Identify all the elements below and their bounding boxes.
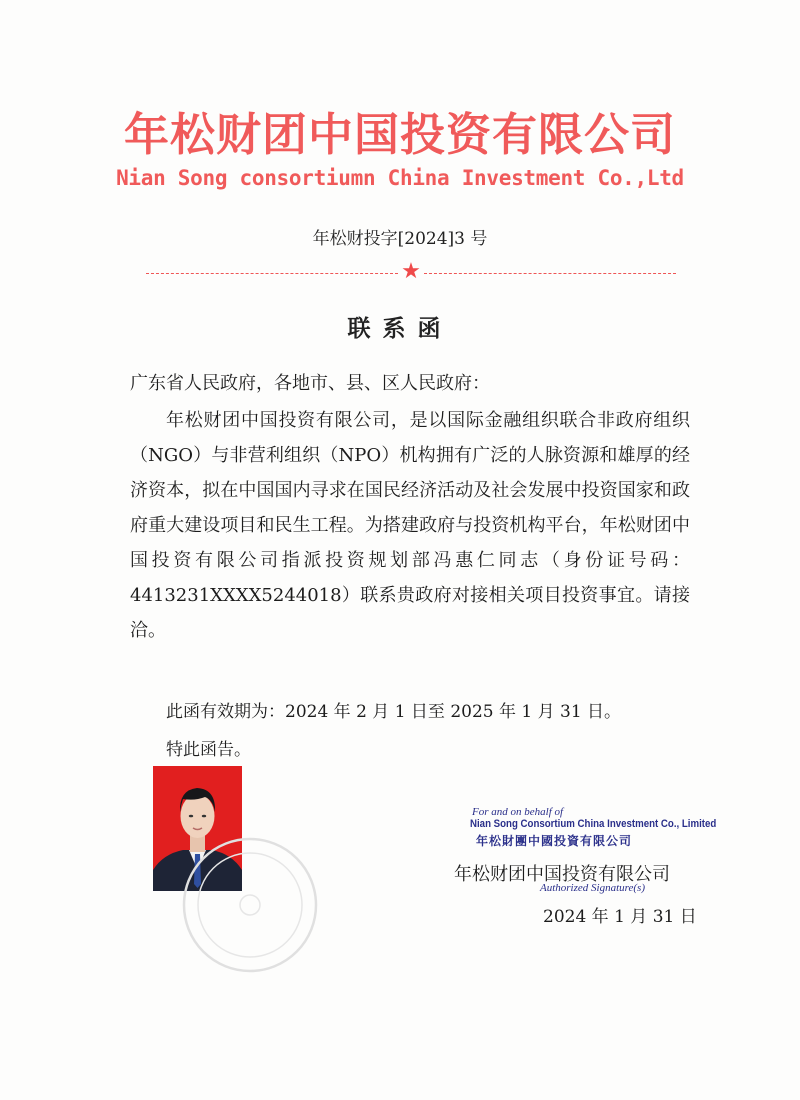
letter-date: 2024 年 1 月 31 日: [543, 907, 697, 927]
authorized-signature-label: Authorized Signature(s): [540, 882, 645, 894]
signing-company: 年松财团中国投资有限公司: [454, 864, 670, 885]
stamp-line-company-en: Nian Song Consortium China Investment Co., Limited: [470, 818, 717, 830]
letter-title: 联系函: [347, 316, 453, 342]
red-divider: [146, 259, 676, 284]
letter-body: 年松财团中国投资有限公司，是以国际金融组织联合非政府组织（NGO）与非营利组织（NPO）机构拥有广泛的人脉资源和雄厚的经济资本，拟在中国国内寻求在国民经济活动及社会发展中投资国家和政府重大建设项目和民生工程。为搭建政府与投资机构平台，年松财团中国投资有限公司指派投资规划部冯惠仁同志（身份证号码：4413231XXXX5244018）联系贵政府对接相关项目投资事宜。请接洽。: [130, 410, 690, 641]
closing-notice: 特此函告。: [166, 740, 251, 760]
embossed-seal-icon: [175, 830, 325, 980]
stamp-company-cn: 年松財團中國投資有限公司: [476, 834, 633, 848]
document-number: 年松财投字[2024]3 号: [312, 229, 488, 249]
letterhead-company-cn: 年松财团中国投资有限公司: [123, 108, 676, 161]
stamp-line-behalf: For and on behalf of: [472, 806, 564, 818]
salutation: 广东省人民政府，各地市、县、区人民政府：: [130, 373, 490, 394]
validity-period: 此函有效期为：2024 年 2 月 1 日至 2025 年 1 月 31 日。: [166, 702, 622, 722]
divider-line-right: [424, 273, 676, 274]
letterhead-company-en: Nian Song consortiumn China Investment Co.,Ltd: [116, 166, 684, 190]
divider-line-left: [146, 273, 398, 274]
star-icon: ★: [401, 259, 421, 284]
